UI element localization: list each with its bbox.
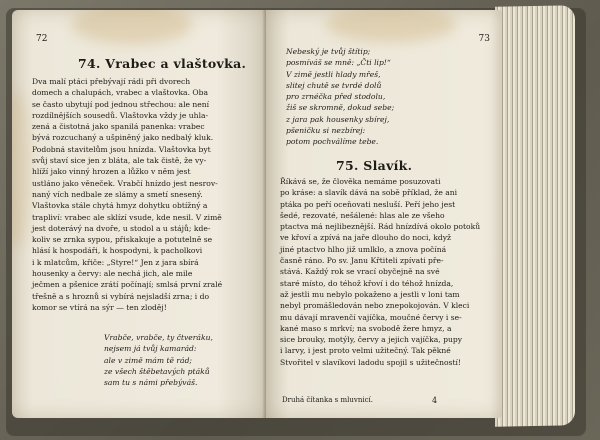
verse-block — [286, 46, 394, 148]
text-line: ve křoví a zpívá na jaře dlouho do noci, když — [280, 233, 452, 243]
verse-line: žiš se skromně, dokud sebe; — [286, 103, 395, 113]
text-line: komor se vtírá na sýr — ten zloděj! — [32, 302, 167, 312]
signature-mark: 4 — [432, 396, 438, 405]
text-line: mu dávají mravenčí vajíčka, moučné červy i se- — [280, 312, 462, 322]
page-number: 73 — [478, 34, 490, 44]
text-line: časně ráno. Po sv. Janu Křtiteli zpívati pře- — [280, 256, 444, 266]
article-heading: 75. Slavík. — [336, 158, 413, 173]
page-number: 72 — [36, 34, 48, 44]
left-page — [12, 10, 268, 418]
text-line: Vlaštovka stále chytá hmyz dohytku obtížný a — [32, 201, 208, 211]
text-line: rozdílnějších sousedů. Vlaštovka vždy je uhla- — [32, 110, 209, 120]
text-line: zená a čistotná jako spanilá panenka: vrabec — [32, 122, 205, 132]
text-line: Říkává se, že člověka nemáme posuzovati — [280, 177, 441, 186]
text-line: bývá rozcuchaný a ušpiněný jako nedbalý kluk. — [32, 133, 214, 143]
text-line: ptáka po peří oceňovati nesluší. Peří jeho jest — [280, 199, 456, 209]
text-line: hlásí k hospodáři, k hospodyni, k pacholkovi — [32, 246, 203, 256]
verse-line: ze všech štěbetavých ptáků — [104, 366, 210, 376]
text-line: až jestli mu nebylo pokaženo a jestli v loni tam — [280, 289, 460, 299]
text-line: koliv se zrnka sypou, přiskakuje a potutelně se — [32, 235, 213, 245]
text-line: hlíží jako vinný hrozen a lůžko v něm jest — [32, 167, 191, 177]
text-line: Dva malí ptáci přebývají rádi při dvorech — [32, 77, 191, 86]
article-body — [280, 176, 494, 368]
verse-line: ale v zimě mám tě rád; — [104, 355, 192, 365]
page-edges — [495, 5, 575, 426]
text-line: trapliví: vrabec ale sklízí vsude, kde nesil. V zimě — [32, 212, 222, 222]
text-line: staré místo, do téhož křoví i do téhož hnízda, — [280, 278, 454, 288]
verse-line: z jara pak housenky sbírej, — [286, 114, 390, 124]
text-line: ječmen a pšenice zrátí počínají; smlsá první zralé — [32, 280, 223, 290]
text-line: nebyl promášledován nebo znepokojován. V kleci — [280, 301, 470, 311]
text-line: i larvy, i jest proto velmi užitečný. Tak pěkné — [280, 346, 451, 356]
text-line: třešně a s hroznů si vybírá nejsladší zrna; i do — [32, 291, 210, 301]
verse-line: pro zrnéčka před stodolu, — [286, 92, 386, 102]
page-footer — [282, 396, 438, 405]
water-stain — [326, 10, 456, 42]
text-line: šedé, rezovaté, nešálené: hlas ale ze všeho — [280, 210, 445, 220]
verse-line: Vrabče, vrabče, ty čtveráku, — [104, 333, 213, 342]
text-line: svůj staví sice jen z bláta, ale tak čistě, že vy- — [32, 156, 207, 166]
text-line: kané maso s mrkví; na svobodě žere hmyz, a — [280, 323, 452, 333]
verse-line: Nebeský je tvůj štítip; — [286, 47, 371, 56]
text-line: jest doterávý na dvoře, u stodol a u stájů; kde- — [32, 223, 211, 233]
article-heading: 74. Vrabec a vlaštovka. — [78, 56, 247, 71]
verse-line: V zimě jestli hlady mřeš, — [286, 69, 381, 79]
text-line: sice brouky, motýly, červy a jejich vajíčka, pupy — [280, 335, 463, 345]
footer-title: Druhá čítanka s mluvnicí. — [282, 396, 373, 404]
text-line: Stvořitel v slavíkovi ladodu spojil s užitečností! — [280, 357, 461, 367]
right-page — [266, 10, 502, 418]
text-line: ustláno jako věneček. Vrabčí hnízdo jest nesrov- — [32, 178, 218, 188]
water-stain — [12, 90, 32, 250]
water-stain — [72, 10, 192, 44]
verse-line: sam tu s námi přebýváš. — [104, 378, 198, 388]
text-line: Podobná stavitelům jsou hnízda. Vlaštovka byt — [32, 144, 211, 154]
verse-line: slitej chutě se tvrdé dolů — [286, 80, 382, 90]
verse-block — [104, 332, 213, 388]
article-body — [32, 76, 258, 313]
text-line: ptactva má nejlibeznější. Rád hnízdívá okolo potoků — [280, 222, 481, 232]
text-line: po kráse: a slavík dává na sobě příklad, že ani — [280, 188, 458, 198]
verse-line: nejsem já tvůj kamarád: — [104, 344, 197, 354]
text-line: naný vích nedbale ze slámy a smetí snesený. — [32, 189, 203, 199]
text-line: housenky a červy: ale nechá jich, ale mile — [32, 269, 193, 279]
text-line: i k mlatcům, křiče: „Styre!“ Jen z jara sbírá — [32, 257, 199, 267]
text-line: se často ubytují pod jednou střechou: ale není — [32, 99, 210, 109]
verse-line: potom pochválíme tebe. — [286, 137, 379, 147]
verse-line: pšeničku si nezbírej: — [286, 126, 366, 136]
text-line: jiné ptactvo hlho již umlklo, a znova počíná — [280, 244, 447, 254]
verse-line: posmíváš se mně: „Čti lip!“ — [286, 58, 391, 68]
text-line: domech a chalupách, vrabec a vlaštovka. Oba — [32, 88, 209, 98]
text-line: stává. Každý rok se vrací obyčejně na své — [280, 267, 440, 277]
